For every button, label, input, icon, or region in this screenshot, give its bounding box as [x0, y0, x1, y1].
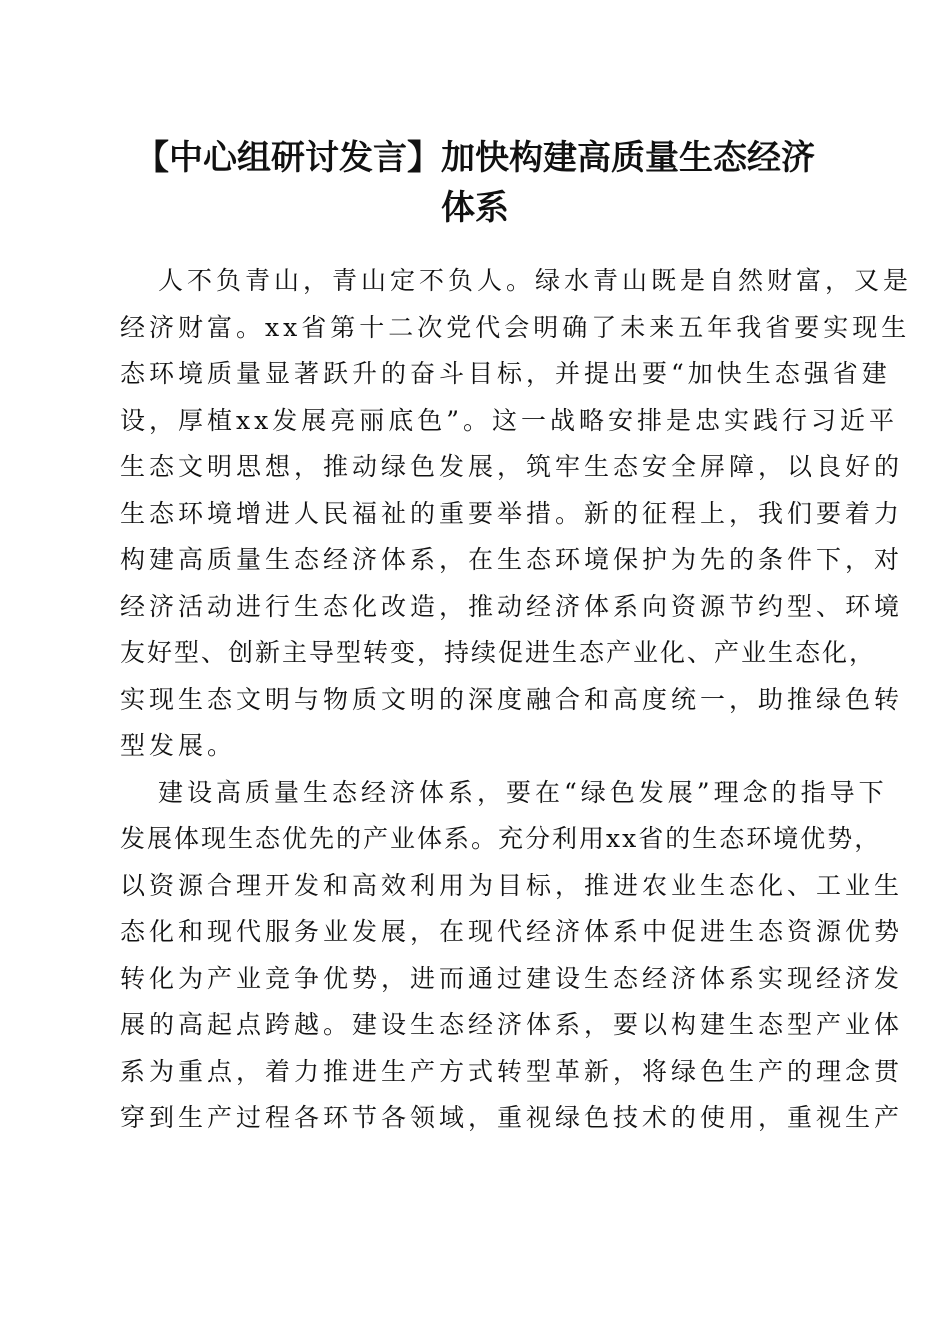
text-line: 生态环境增进人民福祉的重要举措。新的征程上，我们要着力	[120, 498, 904, 528]
text-line: 生态文明思想，推动绿色发展，筑牢生态安全屏障，以良好的	[120, 452, 904, 481]
text-line: 展的高起点跨越。建设生态经济体系，要以构建生态型产业体	[120, 1010, 904, 1039]
paragraph	[120, 258, 913, 770]
text-line: 态环境质量显著跃升的奋斗目标，并提出要“加快生态强省建	[120, 359, 891, 388]
text-line: 友好型、创新主导型转变，持续促进生态产业化、产业生态化，	[120, 638, 877, 667]
text-line: 态化和现代服务业发展，在现代经济体系中促进生态资源优势	[120, 917, 904, 946]
text-line: 以资源合理开发和高效利用为目标，推进农业生态化、工业生	[120, 870, 904, 900]
document-title	[110, 133, 840, 233]
text-line: 实现生态文明与物质文明的深度融合和高度统一，助推绿色转	[120, 684, 904, 714]
title-line: 体系	[441, 188, 509, 228]
text-line: 转化为产业竞争优势，进而通过建设生态经济体系实现经济发	[120, 963, 904, 993]
text-line: 构建高质量生态经济体系，在生态环境保护为先的条件下，对	[120, 545, 904, 574]
title-line: 【中心组研讨发言】加快构建高质量生态经济	[135, 138, 815, 178]
text-line: 人不负青山，青山定不负人。绿水青山既是自然财富，又是	[158, 266, 913, 295]
text-line: 型发展。	[120, 731, 237, 760]
text-line: 系为重点，着力推进生产方式转型革新，将绿色生产的理念贯	[120, 1056, 904, 1086]
text-line: 设，厚植xx发展亮丽底色”。这一战略安排是忠实践行习近平	[120, 405, 898, 435]
paragraph	[120, 770, 904, 1142]
text-line: 经济活动进行生态化改造，推动经济体系向资源节约型、环境	[120, 591, 904, 621]
document-body	[120, 258, 913, 1142]
text-line: 建设高质量生态经济体系，要在“绿色发展”理念的指导下	[158, 777, 888, 807]
text-line: 发展体现生态优先的产业体系。充分利用xx省的生态环境优势，	[120, 824, 882, 853]
text-line: 穿到生产过程各环节各领域，重视绿色技术的使用，重视生产	[120, 1103, 904, 1132]
text-line: 经济财富。xx省第十二次党代会明确了未来五年我省要实现生	[120, 312, 911, 342]
